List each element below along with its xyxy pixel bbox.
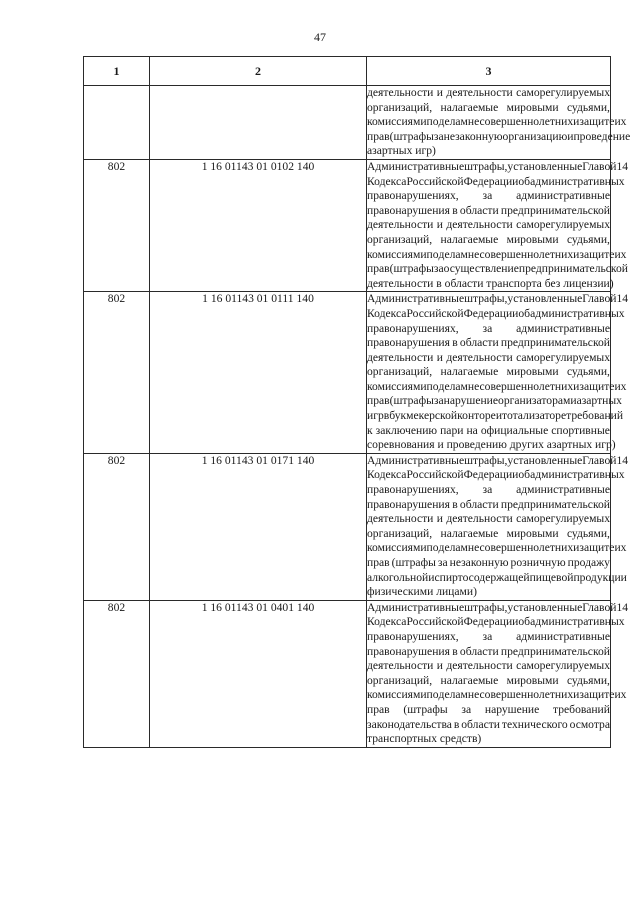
admin-code-cell: 802 bbox=[84, 292, 150, 454]
description-cell bbox=[367, 453, 629, 600]
description-line: прав (штрафы за осуществление предпринимательской bbox=[367, 262, 628, 276]
header-col-2: 2 bbox=[150, 57, 367, 86]
description-line: правонарушениях, за административные bbox=[367, 483, 610, 497]
description-line: физическими лицами) bbox=[367, 585, 477, 599]
header-col-3: 3 bbox=[367, 57, 611, 86]
admin-code-cell: 802 bbox=[84, 600, 150, 747]
description-line: комиссиями по делам несовершеннолетних и защите их bbox=[367, 688, 627, 702]
kbk-code-cell: 1 16 01143 01 0102 140 bbox=[150, 159, 367, 291]
kbk-code-cell: 1 16 01143 01 0401 140 bbox=[150, 600, 367, 747]
continuation-description bbox=[367, 86, 631, 160]
description-line: организаций, налагаемые мировыми судьями, bbox=[367, 232, 610, 246]
table-row bbox=[84, 159, 611, 291]
description-line: Кодекса Российской Федерации об административных bbox=[367, 306, 625, 320]
kbk-code-cell: 1 16 01143 01 0111 140 bbox=[150, 292, 367, 454]
description-line: законодательства в области технического осмотра bbox=[367, 717, 610, 731]
table-row bbox=[84, 600, 611, 747]
description-line: Административные штрафы, установленные Главой 14 bbox=[367, 292, 629, 306]
description-line: транспортных средств) bbox=[367, 732, 482, 746]
description-line: правонарушения в области предпринимательской bbox=[367, 644, 610, 658]
description-line: игр в букмекерской конторе и тотализаторе требований bbox=[367, 409, 624, 423]
description-line: комиссиями по делам несовершеннолетних и защите их bbox=[367, 115, 627, 129]
description-line: комиссиями по делам несовершеннолетних и защите их bbox=[367, 247, 627, 261]
description-line: комиссиями по делам несовершеннолетних и защите их bbox=[367, 379, 627, 393]
description-line: прав (штрафы за нарушение требований bbox=[367, 702, 610, 716]
description-line: правонарушениях, за административные bbox=[367, 189, 610, 203]
description-cell bbox=[367, 159, 629, 291]
description-line: правонарушения в области предпринимательской bbox=[367, 497, 610, 511]
description-line: соревнования и проведению других азартных игр) bbox=[367, 438, 616, 452]
description-cell bbox=[367, 600, 629, 747]
description-line: правонарушения в области предпринимательской bbox=[367, 203, 610, 217]
description-line: Административные штрафы, установленные Главой 14 bbox=[367, 159, 629, 173]
kbk-code-cell: 1 16 01143 01 0171 140 bbox=[150, 453, 367, 600]
description-line: организаций, налагаемые мировыми судьями, bbox=[367, 365, 610, 379]
description-line: Административные штрафы, установленные Главой 14 bbox=[367, 600, 629, 614]
continuation-row bbox=[84, 86, 611, 160]
continuation-code-cell bbox=[84, 86, 150, 160]
description-line: деятельности и деятельности саморегулируемых bbox=[367, 86, 610, 99]
description-line: Административные штрафы, установленные Главой 14 bbox=[367, 453, 629, 467]
description-line: к заключению пари на официальные спортивные bbox=[367, 423, 610, 437]
description-line: деятельности и деятельности саморегулируемых bbox=[367, 350, 610, 364]
description-line: деятельности и деятельности саморегулируемых bbox=[367, 659, 610, 673]
description-line: алкогольной и спиртосодержащей пищевой продукции bbox=[367, 570, 627, 584]
fee-table bbox=[83, 56, 631, 748]
description-line: организаций, налагаемые мировыми судьями, bbox=[367, 526, 610, 540]
description-line: правонарушения в области предпринимательской bbox=[367, 336, 610, 350]
header-row bbox=[84, 57, 611, 86]
description-line: деятельности и деятельности саморегулируемых bbox=[367, 218, 610, 232]
header-col-1: 1 bbox=[84, 57, 150, 86]
description-line: комиссиями по делам несовершеннолетних и защите их bbox=[367, 541, 627, 555]
table-row bbox=[84, 453, 611, 600]
description-line: азартных игр) bbox=[367, 144, 436, 158]
description-line: прав (штрафы за незаконную розничную продажу bbox=[367, 556, 610, 569]
description-line: организаций, налагаемые мировыми судьями, bbox=[367, 673, 610, 687]
table-row bbox=[84, 292, 611, 454]
page-number: 47 bbox=[314, 30, 326, 44]
description-line: Кодекса Российской Федерации об административных bbox=[367, 468, 625, 482]
admin-code-cell: 802 bbox=[84, 453, 150, 600]
continuation-kbk-cell bbox=[150, 86, 367, 160]
description-line: организаций, налагаемые мировыми судьями, bbox=[367, 100, 610, 114]
description-line: правонарушениях, за административные bbox=[367, 629, 610, 643]
description-line: прав (штрафы за незаконную организацию и проведение bbox=[367, 129, 631, 143]
description-line: деятельности и деятельности саморегулируемых bbox=[367, 512, 610, 526]
description-line: прав (штрафы за нарушение организаторами азартных bbox=[367, 394, 622, 408]
description-line: правонарушениях, за административные bbox=[367, 321, 610, 335]
admin-code-cell: 802 bbox=[84, 159, 150, 291]
description-line: Кодекса Российской Федерации об административных bbox=[367, 615, 625, 629]
description-line: Кодекса Российской Федерации об административных bbox=[367, 174, 625, 188]
description-line: деятельности в области транспорта без лицензии) bbox=[367, 276, 614, 290]
description-cell bbox=[367, 292, 629, 454]
